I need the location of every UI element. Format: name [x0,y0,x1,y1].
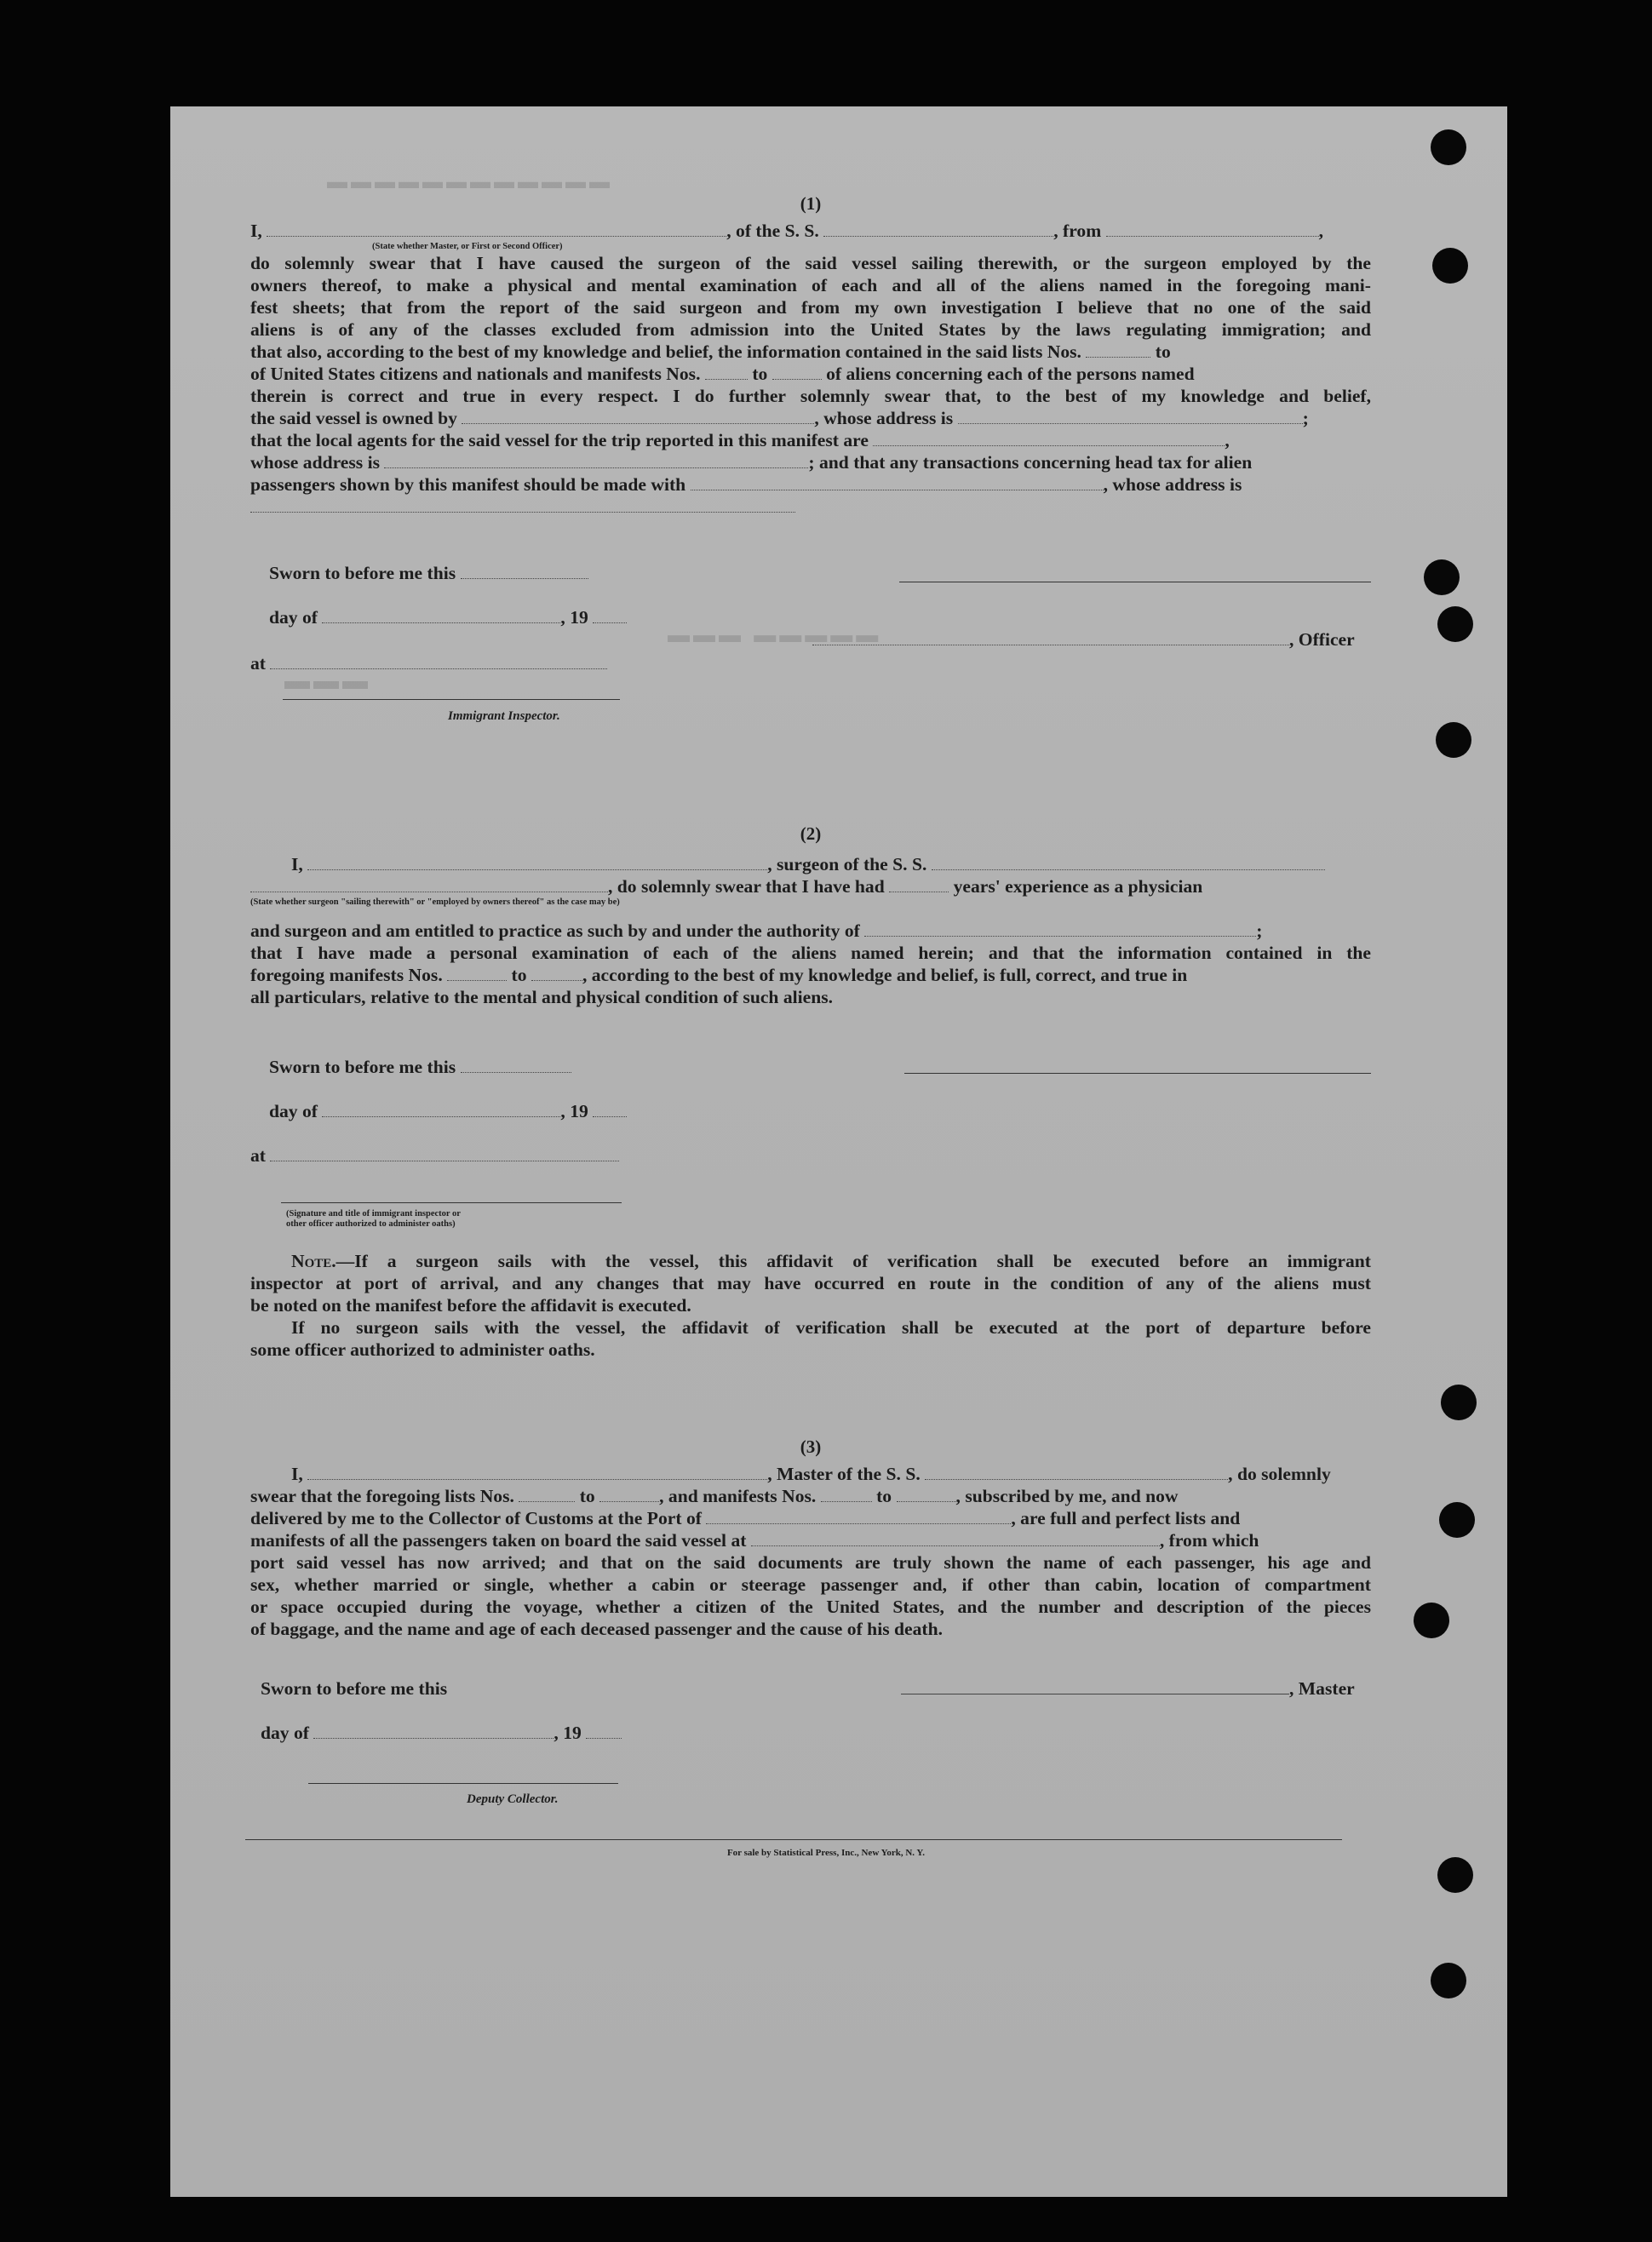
sworn-line: Sworn to before me this [269,562,588,584]
agents-line: that the local agents for the said vessel for the trip reported in this manifest are , [250,430,1230,450]
local-agents-field[interactable] [873,430,1225,446]
section-heading: (3) [800,1436,822,1457]
oath-text: owners thereof, to make a physical and mental examination of each and all of the aliens named in the foregoing mani- [250,275,1371,295]
port-of-line: delivered by me to the Collector of Customs at the Port of , are full and perfect lists and [250,1508,1241,1528]
surgeon-vessel-field[interactable] [932,854,1325,870]
bleed-through-mark: ▬▬▬ [281,667,368,695]
surgeon-manifest-to-field[interactable] [531,965,582,981]
head-tax-address-line [250,496,1371,518]
port-from-field[interactable] [1106,221,1319,237]
place-field[interactable] [270,1145,619,1161]
manifest-to-field[interactable] [772,364,822,380]
lists-from-field[interactable] [519,1486,575,1502]
years-experience-field[interactable] [889,876,949,892]
signature-caption: other officer authorized to administer oaths) [286,1219,456,1229]
affidavit-master-section [250,192,1371,723]
punch-hole [1437,606,1473,642]
surgeon-status-field[interactable] [250,876,608,892]
officer-signature-field[interactable] [812,629,1289,645]
at-line: at [250,652,607,674]
sworn-day-field[interactable] [461,1057,571,1073]
oath-text: sex, whether married or single, whether a cabin or steerage passenger and, if other than cabin, location of compartment [250,1574,1371,1595]
master-vessel-field[interactable] [925,1464,1228,1480]
manifest-from-field[interactable] [705,364,748,380]
day-of-line: day of , 19 [269,606,627,628]
affidavit-master-delivery-section [250,1436,1371,1806]
at-line: at [250,1144,619,1167]
manifests-nos-line: of United States citizens and nationals and manifests Nos. to of aliens concerning each of the persons named [250,364,1195,384]
affidavit-surgeon-section [250,823,1371,1360]
boarding-port-field[interactable] [751,1530,1160,1546]
bleed-through-mark: ▬▬▬▬▬ ▬▬▬ [664,622,879,647]
authority-line: and surgeon and am entitled to practice as such by and under the authority of ; [250,920,1263,941]
note-line: some officer authorized to administer oaths. [250,1339,595,1360]
day-of-line: day of , 19 [269,1100,627,1122]
punch-hole [1414,1603,1449,1638]
head-tax-party-field[interactable] [691,474,1104,490]
agents-address-field[interactable] [384,452,808,468]
punch-hole [1437,1857,1473,1893]
punch-hole [1436,722,1471,758]
collector-caption: Deputy Collector. [467,1792,559,1806]
oath-text: aliens is of any of the classes excluded from admission into the United States by the laws regulating immigration; and [250,319,1371,340]
printer-imprint: For sale by Statistical Press, Inc., New York, N. Y. [726,1848,926,1858]
oath-text: fest sheets; that from the report of the said surgeon and from my own investigation I believe that no one of the said [250,297,1371,318]
officer-rank-caption: (State whether Master, or First or Second Officer) [372,242,563,251]
port-arrival-field[interactable] [706,1508,1011,1524]
lists-manifests-line: swear that the foregoing lists Nos. to , and manifests Nos. to , subscribed by me, and now [250,1486,1179,1506]
manifests-to-field[interactable] [897,1486,956,1502]
head-tax-line: passengers shown by this manifest should be made with , whose address is [250,474,1242,495]
inspector-caption: Immigrant Inspector. [448,709,560,723]
note-line: be noted on the manifest before the affidavit is executed. [250,1295,691,1316]
owner-field[interactable] [462,408,814,424]
section-heading: (2) [800,823,822,844]
note-line: Note.—If a surgeon sails with the vessel, this affidavit of verification shall be executed before an immigrant [291,1251,1371,1271]
manifests-from-field[interactable] [821,1486,872,1502]
section-heading: (1) [800,193,822,214]
year-field[interactable] [586,1723,622,1739]
note-block [250,1250,1371,1361]
oath-text: port said vessel has now arrived; and that on the said documents are truly shown the name of each passenger, his age and [250,1552,1371,1573]
surgeon-manifest-from-field[interactable] [447,965,507,981]
master-line: I, , Master of the S. S. , do solemnly [291,1464,1331,1484]
sworn-line: Sworn to before me this [269,1056,571,1078]
bleed-through-mark: ▬▬▬▬▬▬▬▬▬▬▬▬ [324,170,610,193]
officer-name-field[interactable] [267,221,726,237]
day-month-field[interactable] [322,607,560,623]
day-month-field[interactable] [322,1101,560,1117]
vessel-name-field[interactable] [823,221,1053,237]
collector-signature-line[interactable] [308,1783,618,1784]
sworn-day-field[interactable] [461,563,588,579]
inspector-signature-line[interactable] [283,699,620,700]
lists-to-field[interactable] [599,1486,659,1502]
footer-rule [245,1839,1342,1840]
punch-hole [1432,248,1468,284]
punch-hole [1431,129,1466,165]
experience-line: , do solemnly swear that I have had years' experience as a physician [250,875,1371,897]
place-field[interactable] [270,653,607,669]
oath-text: of baggage, and the name and age of each deceased passenger and the cause of his death. [250,1619,943,1639]
agents-address-line: whose address is ; and that any transactions concerning head tax for alien [250,452,1253,473]
surgeon-status-caption: (State whether surgeon "sailing therewith" or "employed by owners thereof" as the case may be) [250,897,620,907]
owner-address-field[interactable] [958,408,1303,424]
oath-text: do solemnly swear that I have caused the surgeon of the said vessel sailing therewith, or the surgeon employed by the [250,253,1371,273]
oath-text: that I have made a personal examination of each of the aliens named herein; and that the information contained in the [250,943,1371,963]
lists-nos-line: that also, according to the best of my knowledge and belief, the information contained in the said lists Nos. to [250,341,1171,362]
owner-line: the said vessel is owned by , whose address is ; [250,408,1309,428]
signature-caption: (Signature and title of immigrant inspector or [286,1209,461,1218]
note-line: If no surgeon sails with the vessel, the affidavit of verification shall be executed at the port of departure before [291,1317,1371,1338]
surgeon-signature-line[interactable] [904,1073,1371,1074]
signature-line[interactable] [281,1202,622,1203]
day-of-line: day of , 19 [261,1722,622,1744]
declarant-line: I, , of the S. S. , from , [250,221,1323,241]
punch-hole [1441,1385,1477,1420]
year-field[interactable] [593,1101,627,1117]
officer-line: , Officer [812,628,1355,651]
master-name-field[interactable] [307,1464,767,1480]
sworn-line: Sworn to before me this [261,1678,448,1699]
oath-text: all particulars, relative to the mental and physical condition of such aliens. [250,987,834,1007]
list-from-field[interactable] [1086,341,1150,358]
surgeon-name-field[interactable] [307,854,767,870]
surgeon-manifests-line: foregoing manifests Nos. to , according to the best of my knowledge and belief, is full, correct, and true in [250,965,1188,985]
note-line: inspector at port of arrival, and any changes that may have occurred en route in the condition of any of the aliens must [250,1273,1371,1293]
head-tax-address-field[interactable] [250,496,795,513]
punch-hole [1424,559,1460,595]
punch-hole [1439,1502,1475,1538]
day-month-field[interactable] [313,1723,554,1739]
master-signature-field[interactable] [901,1678,1289,1694]
master-signature-line: , Master [901,1677,1355,1700]
oath-text: therein is correct and true in every respect. I do further solemnly swear that, to the best of my knowledge and belief, [250,386,1371,406]
oath-text: or space occupied during the voyage, whether a citizen of the United States, and the number and description of the pieces [250,1597,1371,1617]
boarding-port-line: manifests of all the passengers taken on board the said vessel at , from which [250,1530,1259,1551]
punch-hole [1431,1963,1466,1998]
year-field[interactable] [593,607,627,623]
authority-field[interactable] [864,920,1256,937]
surgeon-line: I, , surgeon of the S. S. [250,853,1371,875]
